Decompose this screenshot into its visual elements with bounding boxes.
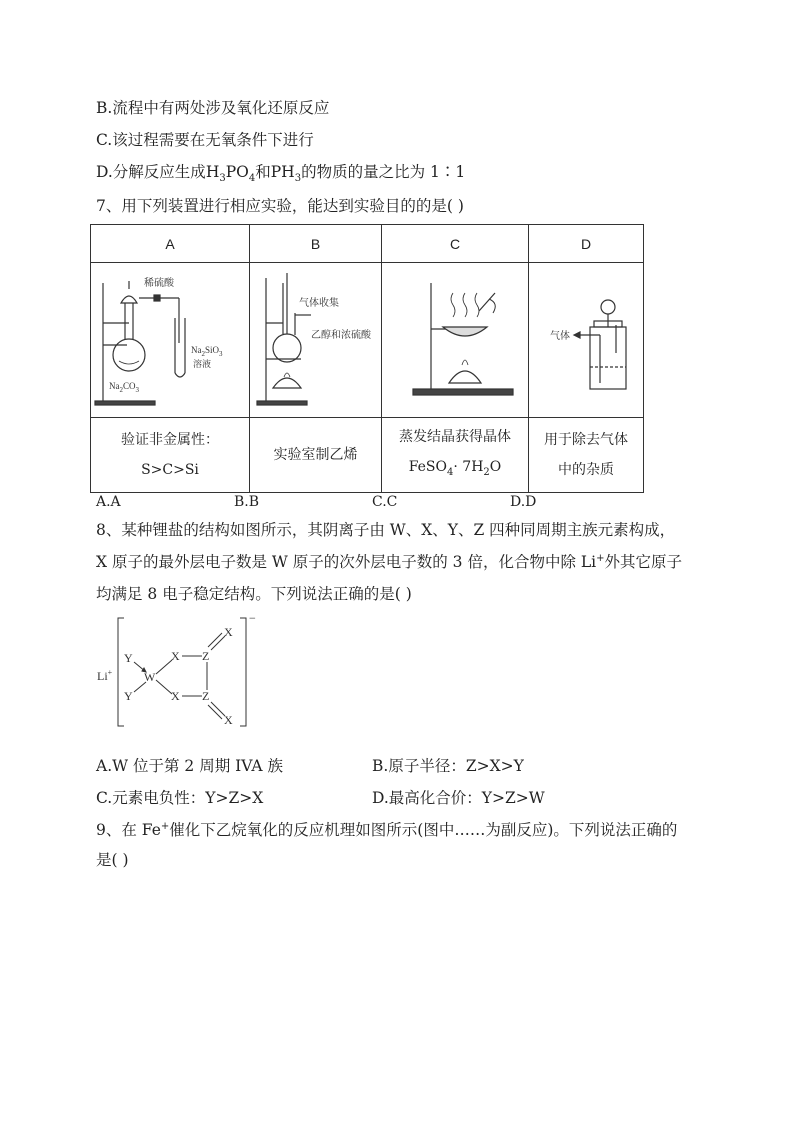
header-b: B: [250, 225, 382, 263]
label-na2sio3: $Na_2SiO_3$: [191, 345, 223, 358]
header-a: A: [91, 225, 250, 263]
label-gas-in: 气体: [549, 331, 570, 342]
apparatus-d-cell: [529, 263, 644, 418]
label-ethanol-h2so4: 乙醇和浓硫酸: [310, 330, 371, 341]
apparatus-a-drawing: [91, 263, 249, 413]
label-gas-collect: 气体收集: [298, 298, 339, 309]
q9-stem-line1: 9、在 Fe+催化下乙烷氧化的反应机理如图所示(图中……为副反应)。下列说法正确的: [96, 820, 678, 839]
q8-option-a: A.W 位于第 2 周期 IVA 族: [96, 757, 284, 775]
q6-option-d: D.分解反应生成$H_3PO_4$和$PH_3$的物质的量之比为 1∶1: [96, 163, 466, 185]
struct-x-lower: X: [171, 689, 180, 703]
q7-option-a: A.A: [96, 494, 121, 510]
q8-option-c: C.元素电负性：Y>Z>X: [96, 789, 264, 807]
q7-option-d: D.D: [510, 494, 537, 510]
apparatus-b-drawing: [251, 263, 381, 413]
struct-y-top: Y: [124, 651, 133, 665]
header-d: D: [529, 225, 644, 263]
desc-a: 验证非金属性： S>C>Si: [91, 418, 250, 493]
q8-stem-line3: 均满足 8 电子稳定结构。下列说法正确的是( ): [96, 585, 412, 603]
q7-option-b: B.B: [234, 494, 260, 510]
apparatus-b-cell: [250, 263, 382, 418]
header-c: C: [382, 225, 529, 263]
struct-y-bottom: Y: [124, 689, 133, 703]
desc-d: 用于除去气体 中的杂质: [529, 418, 644, 493]
struct-z-upper: Z: [202, 649, 210, 663]
apparatus-c-cell: [382, 263, 529, 418]
q8-stem-line2: X 原子的最外层电子数是 W 原子的次外层电子数的 3 倍，化合物中除 Li+外其它原子: [96, 552, 683, 571]
apparatus-table: [90, 224, 644, 493]
label-na2co3: $Na_2CO_3$: [109, 381, 140, 394]
struct-w: W: [144, 670, 156, 684]
apparatus-d-drawing: [530, 263, 643, 413]
apparatus-a-cell: [91, 263, 250, 418]
q6-option-b: B.流程中有两处涉及氧化还原反应: [96, 99, 330, 117]
q9-stem-line2: 是( ): [96, 851, 129, 869]
q6-option-c: C.该过程需要在无氧条件下进行: [96, 131, 314, 149]
desc-b: 实验室制乙烯: [250, 418, 382, 493]
label-dilute-h2so4: 稀硫酸: [144, 278, 174, 289]
struct-x-bottom: X: [224, 713, 233, 727]
label-solution: 溶液: [193, 359, 212, 369]
q7-stem: 7、用下列装置进行相应实验，能达到实验目的的是( ): [96, 197, 464, 215]
q8-option-d: D.最高化合价：Y>Z>W: [372, 789, 545, 807]
q7-option-c: C.C: [372, 494, 398, 510]
struct-z-lower: Z: [202, 689, 210, 703]
struct-x-upper: X: [171, 649, 180, 663]
q8-stem-line1: 8、某种锂盐的结构如图所示，其阴离子由 W、X、Y、Z 四种同周期主族元素构成，: [96, 521, 676, 539]
apparatus-c-drawing: [383, 263, 528, 413]
lithium-salt-structure: [94, 614, 274, 734]
struct-x-top: X: [224, 625, 233, 639]
desc-c: 蒸发结晶获得晶体 FeSO$_4$· $7H_2O$: [382, 418, 529, 493]
struct-charge: −: [249, 614, 256, 625]
struct-li: Li+: [97, 668, 113, 683]
q8-option-b: B.原子半径：Z>X>Y: [372, 757, 524, 775]
